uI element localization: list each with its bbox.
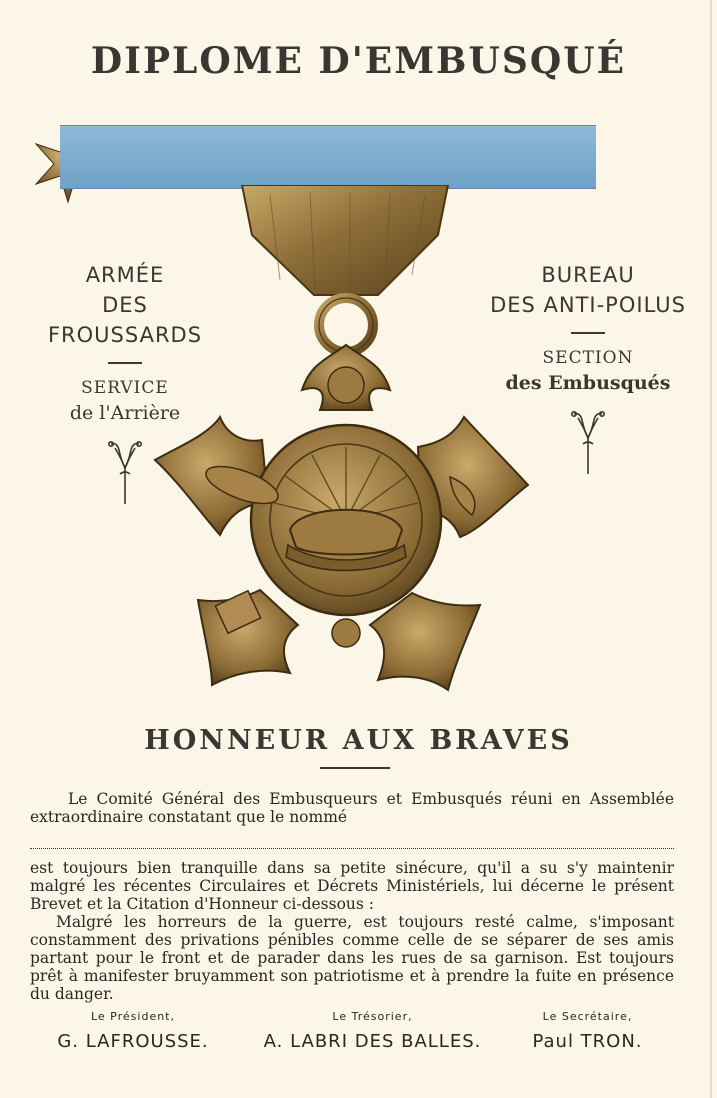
right-sub-label: SECTION [542,348,634,368]
signature-treasurer [240,1010,505,1052]
signature-name: G. LAFROUSSE. [57,1031,209,1052]
signature-role: Le Président, [90,1010,175,1023]
citation-text-2: Malgré les horreurs de la guerre, est toujours resté calme, s'imposant constamment des privations pénibles comme celle de se séparer de ses amis partant pour le front et de parader dans les rues de sa garnison. Est toujours prêt à manifester bruyamment son patriotisme et à prendre la fuite en présence du danger. [30,913,674,1003]
motto-heading: HONNEUR AUX BRAVES [144,725,573,756]
signature-role: Le Secrétaire, [542,1010,633,1023]
name-fill-line [30,848,674,849]
citation-text-1: est toujours bien tranquille dans sa petite sinécure, qu'il a su s'y maintenir malgré les récentes Circulaires et Décrets Ministériels, lui décerne le présent Brevet et la Citation d'Honneur ci-dessous : [30,859,674,913]
bronze-medal-icon [150,185,540,705]
left-sub-text: de l'Arrière [69,402,181,424]
ornament-icon [107,438,143,508]
signature-name: A. LABRI DES BALLES. [263,1031,482,1052]
right-divider [571,332,605,334]
citation-paragraph [30,859,674,1003]
left-heading-line2: DES FROUSSARDS [47,293,203,347]
signature-secretary [505,1010,670,1052]
intro-paragraph [30,790,674,826]
left-divider [108,362,142,364]
left-heading-line1: ARMÉE [85,263,165,287]
signature-role: Le Trésorier, [332,1010,413,1023]
ornament-icon [570,408,606,478]
signature-name: Paul TRON. [532,1031,643,1052]
motto-divider [320,767,390,769]
intro-text: Le Comité Général des Embusqueurs et Embusqués réuni en Assemblée extraordinaire constatant que le nommé [30,790,674,826]
blue-ribbon [60,125,596,189]
left-sub-label: SERVICE [81,378,169,398]
right-sub-text: des Embusqués [505,372,671,394]
signature-president [38,1010,228,1052]
right-heading-line1: BUREAU [541,263,635,287]
right-heading-line2: DES ANTI-POILUS [490,293,686,317]
diploma-title: DIPLOME D'EMBUSQUÉ [90,40,627,82]
